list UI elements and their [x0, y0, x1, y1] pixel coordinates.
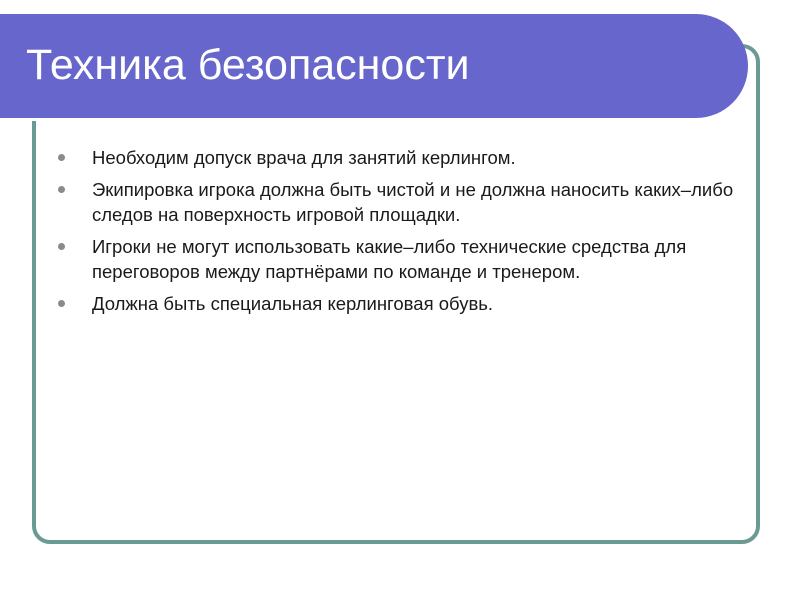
bullet-text: Необходим допуск врача для занятий керлингом. — [92, 147, 516, 168]
bullet-text: Должна быть специальная керлинговая обувь. — [92, 293, 494, 314]
bullet-item — [58, 177, 748, 227]
title-underline — [0, 118, 708, 121]
bullet-text: Экипировка игрока должна быть чистой и не должна наносить каких–либо следов на поверхность игровой площадки. — [92, 179, 734, 225]
bullet-dot-icon — [58, 243, 65, 250]
bullet-dot-icon — [58, 300, 65, 307]
bullet-item — [58, 145, 748, 170]
bullet-text: Игроки не могут использовать какие–либо технические средства для переговоров между партнёрами по команде и тренером. — [92, 236, 687, 282]
title-bar — [0, 14, 748, 118]
bullet-dot-icon — [58, 186, 65, 193]
slide-title: Техника безопасности — [26, 41, 470, 89]
bullet-item — [58, 234, 748, 284]
bullet-list — [58, 145, 748, 323]
bullet-item — [58, 291, 748, 316]
bullet-dot-icon — [58, 154, 65, 161]
